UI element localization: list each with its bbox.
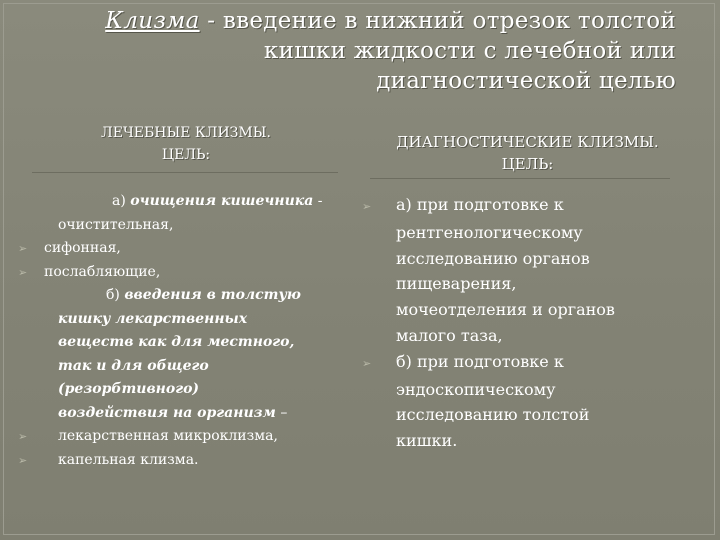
list-item-siphon: ➢ сифонная,: [18, 237, 354, 261]
title-line-3: диагностической целью: [376, 68, 676, 94]
left-item-b-line3: веществ как для местного,: [58, 334, 295, 350]
title-line-1: [56, 6, 676, 36]
title-line-2: кишки жидкости с лечебной или: [263, 38, 676, 64]
right-item-a-line2: рентгенологическому: [396, 222, 583, 242]
title-rest: - введение в нижний отрезок толстой: [199, 8, 676, 34]
left-item-a-cont: очистительная,: [58, 216, 174, 233]
right-item-b-line3: исследованию толстой: [396, 405, 590, 425]
right-column-body: [362, 192, 692, 454]
list-item-laxative: ➢ послабляющие,: [18, 261, 354, 285]
left-column-body: [18, 190, 354, 472]
left-column-heading: [26, 122, 346, 166]
left-heading-goal: ЦЕЛЬ:: [161, 147, 211, 163]
right-heading-rule: [370, 178, 670, 179]
arrow-bullet-icon: ➢: [18, 242, 28, 255]
list-item-drip: ➢ капельная клизма.: [18, 449, 354, 473]
slide-title: [56, 6, 676, 96]
title-term: Клизма: [105, 8, 200, 34]
arrow-bullet-icon: ➢: [18, 453, 28, 467]
right-item-a: ➢ а) при подготовке к: [362, 192, 692, 220]
right-heading-goal: ЦЕЛЬ:: [501, 155, 554, 173]
left-item-b-line4: так и для общего: [58, 357, 209, 374]
left-item-b-line6: воздействия на организм –: [58, 404, 288, 421]
right-item-a-line4: пищеварения,: [396, 274, 517, 294]
arrow-bullet-icon: ➢: [18, 265, 28, 279]
left-item-a: а) очищения кишечника -: [112, 193, 323, 209]
left-heading-rule: [32, 172, 338, 173]
right-item-b-line2: эндоскопическому: [396, 379, 556, 399]
arrow-bullet-icon: ➢: [362, 356, 372, 370]
list-item-micro: ➢ лекарственная микроклизма,: [18, 425, 354, 449]
right-item-a-line5: мочеотделения и органов: [396, 300, 615, 320]
right-item-b: ➢ б) при подготовке к: [362, 349, 692, 377]
right-heading-title: ДИАГНОСТИЧЕСКИЕ КЛИЗМЫ.: [396, 133, 659, 151]
arrow-bullet-icon: ➢: [362, 200, 372, 213]
right-item-a-line6: малого таза,: [396, 325, 503, 345]
right-item-a-line3: исследованию органов: [396, 248, 590, 268]
left-item-b-line2: кишку лекарственных: [58, 310, 248, 327]
left-item-b-line5: (резорбтивного): [58, 381, 200, 397]
left-item-a-emphasis: очищения кишечника: [130, 193, 314, 209]
right-column-heading: [360, 131, 695, 175]
right-item-b-line4: кишки.: [396, 431, 458, 451]
arrow-bullet-icon: ➢: [18, 430, 28, 443]
left-heading-title: ЛЕЧЕБНЫЕ КЛИЗМЫ.: [101, 125, 271, 141]
left-item-b: б) введения в толстую: [106, 287, 301, 303]
